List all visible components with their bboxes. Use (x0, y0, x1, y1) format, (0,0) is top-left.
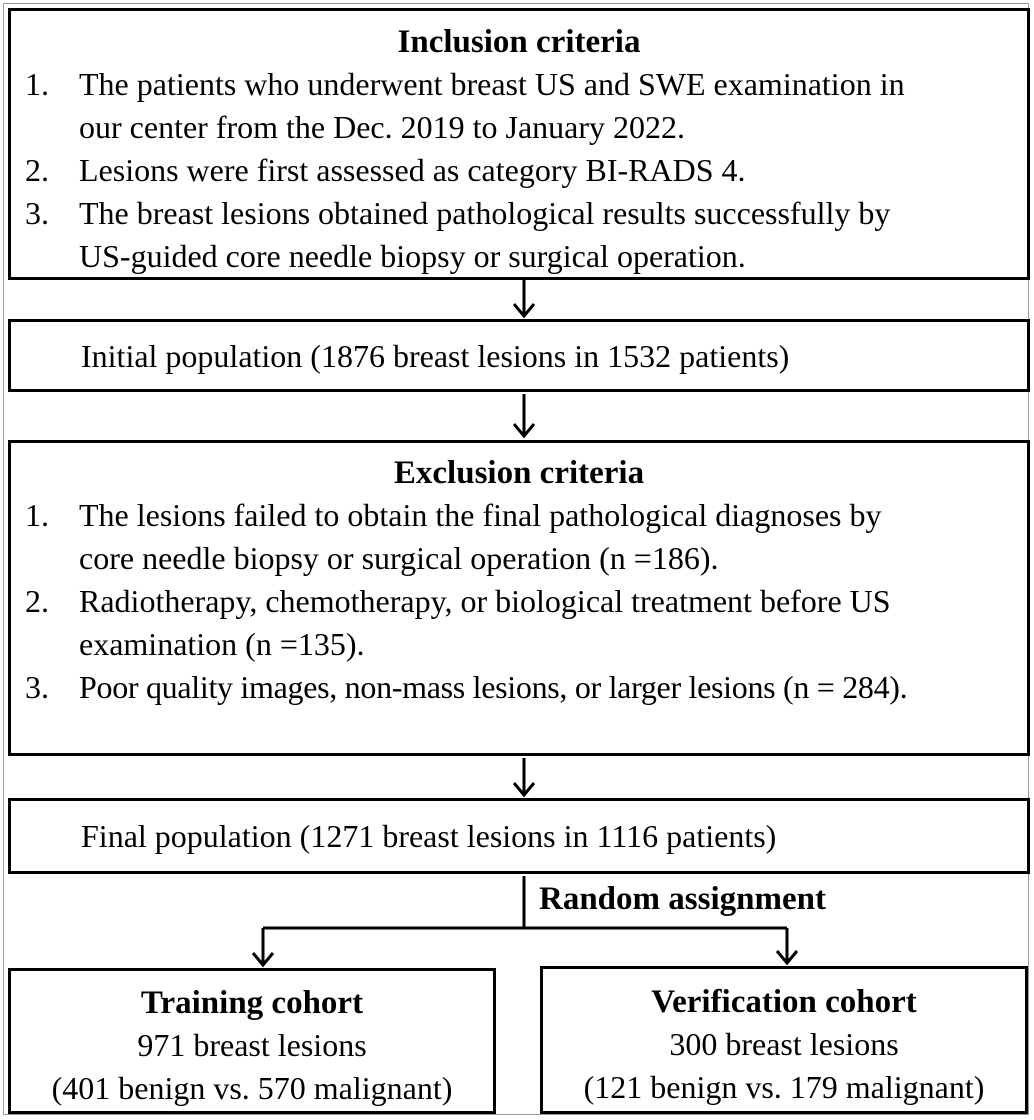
exclusion-item-number: 3. (25, 669, 49, 705)
training-cohort-breakdown: (401 benign vs. 570 malignant) (51, 1070, 453, 1106)
random-assignment-label: Random assignment (539, 881, 826, 917)
exclusion-criteria-title: Exclusion criteria (393, 455, 645, 491)
exclusion-item-line: The lesions failed to obtain the final pathological diagnoses by (79, 497, 882, 533)
inclusion-item-number: 2. (25, 152, 49, 188)
verification-cohort-title: Verification cohort (651, 984, 917, 1020)
training-cohort-lesions: 971 breast lesions (137, 1027, 367, 1063)
inclusion-item-line: Lesions were first assessed as category BI-RADS 4. (79, 152, 746, 188)
inclusion-criteria-title: Inclusion criteria (397, 24, 641, 60)
inclusion-item-line: The breast lesions obtained pathological results successfully by (79, 195, 891, 231)
verification-cohort-breakdown: (121 benign vs. 179 malignant) (583, 1069, 985, 1105)
inclusion-item-number: 3. (25, 195, 49, 231)
inclusion-item-line: our center from the Dec. 2019 to January 2022. (79, 109, 686, 145)
exclusion-item-line: core needle biopsy or surgical operation (n =186). (79, 540, 719, 576)
exclusion-item-number: 2. (25, 583, 49, 619)
initial-population-text: Initial population (1876 breast lesions in 1532 patients) (81, 338, 790, 374)
inclusion-item-line: US-guided core needle biopsy or surgical operation. (79, 238, 746, 274)
inclusion-item-number: 1. (25, 66, 49, 102)
exclusion-item-number: 1. (25, 497, 49, 533)
final-population-text: Final population (1271 breast lesions in 1116 patients) (81, 818, 777, 854)
exclusion-item-line: Radiotherapy, chemotherapy, or biological treatment before US (79, 583, 891, 619)
training-cohort-title: Training cohort (140, 985, 364, 1021)
exclusion-item-line: examination (n =135). (79, 626, 365, 662)
inclusion-item-line: The patients who underwent breast US and SWE examination in (79, 66, 905, 102)
exclusion-item-line: Poor quality images, non-mass lesions, or larger lesions (n = 284). (79, 669, 908, 705)
verification-cohort-lesions: 300 breast lesions (669, 1026, 899, 1062)
